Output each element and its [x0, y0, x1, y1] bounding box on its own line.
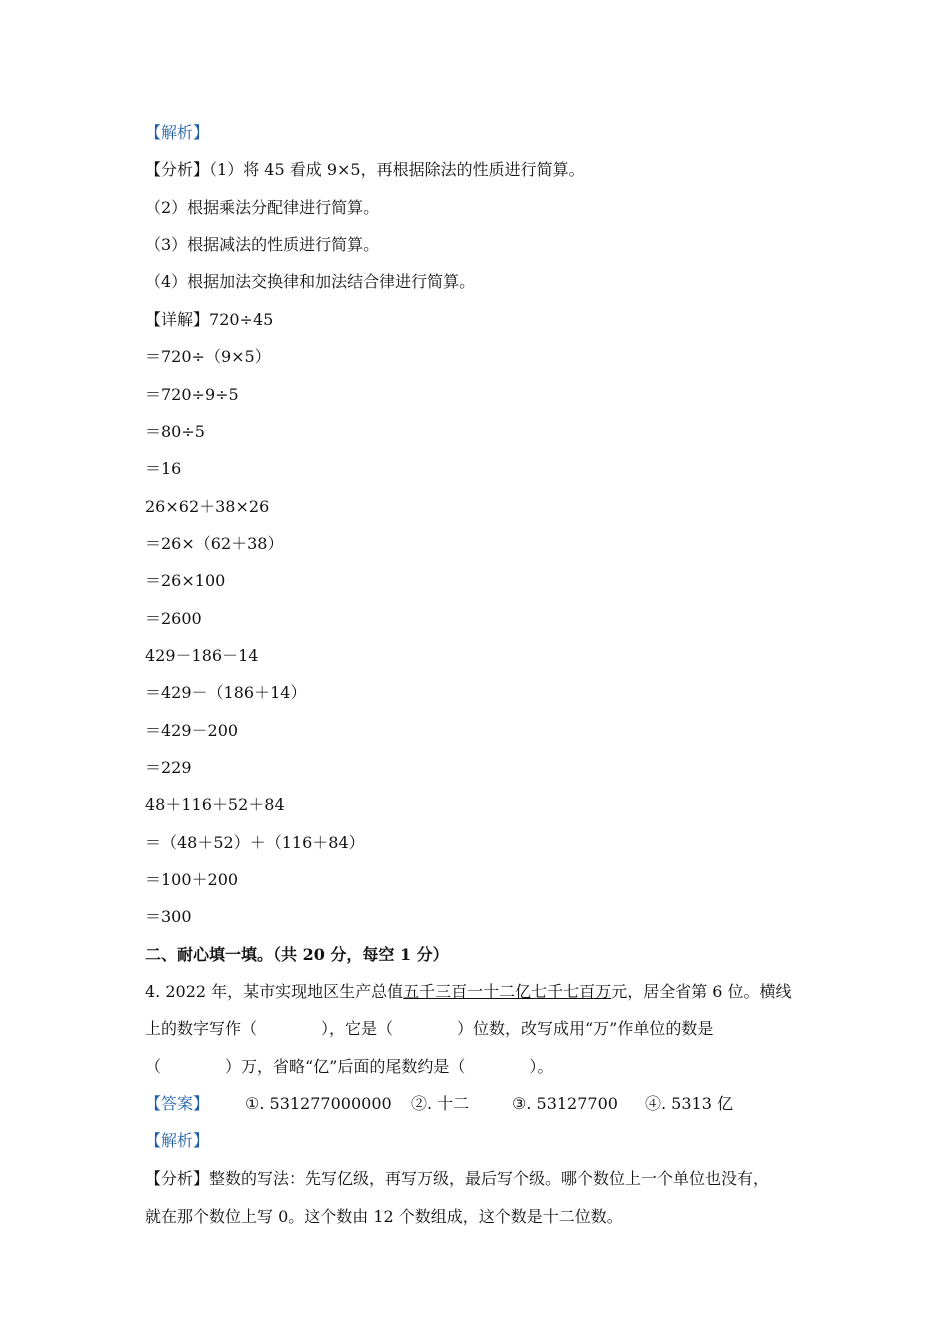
answer-item: ④. 5313 亿 [645, 1094, 733, 1113]
analysis-line [145, 1168, 769, 1190]
analysis-line-4: （4）根据加法交换律和加法结合律进行简算。 [145, 272, 476, 291]
fenxi-text: 整数的写法：先写亿级，再写万级，最后写个级。哪个数位上一个单位也没有， [209, 1169, 770, 1188]
jiexi-label: 【解析】 [145, 123, 210, 142]
analysis-line-2: （2）根据乘法分配律进行简算。 [145, 198, 380, 217]
calc-step: ＝100＋200 [145, 870, 239, 889]
analysis-line: 就在那个数位上写 0。这个数由 12 个数组成，这个数是十二位数。 [145, 1207, 623, 1226]
analysis-line-3: （3）根据减法的性质进行简算。 [145, 235, 380, 254]
calc-step: ＝300 [145, 907, 192, 926]
underlined-number-words: 五千三百一十二亿七千七百万 [403, 982, 612, 1001]
calc-step: ＝229 [145, 758, 192, 777]
calc-step: ＝80÷5 [145, 422, 205, 441]
jiexi-label: 【解析】 [145, 1131, 210, 1150]
calc-step: ＝720÷（9×5） [145, 347, 271, 366]
fenxi-label: 【分析】 [145, 160, 210, 179]
question-4-line-2: 上的数字写作（ ），它是（ ）位数，改写成用“万”作单位的数是 [145, 1019, 714, 1038]
calc-step: 26×62＋38×26 [145, 497, 270, 516]
calc-step: ＝429－200 [145, 721, 239, 740]
calc-step: ＝16 [145, 459, 182, 478]
question-4-line-3: （ ）万，省略“亿”后面的尾数约是（ ）。 [145, 1057, 554, 1076]
answer-item: ①. 531277000000 [245, 1094, 392, 1113]
calc-step: ＝26×（62＋38） [145, 534, 284, 553]
calc-step: 429－186－14 [145, 646, 259, 665]
question-4-line-1 [145, 981, 792, 1003]
answer-item: ②. 十二 [411, 1094, 470, 1113]
calc-step: 720÷45 [209, 310, 274, 329]
answer-line [145, 1093, 733, 1115]
calc-step: 48＋116＋52＋84 [145, 795, 285, 814]
answer-item: ③. 53127700 [512, 1094, 618, 1113]
answer-label: 【答案】 [145, 1094, 210, 1113]
question-text: 4. 2022 年，某市实现地区生产总值 [145, 982, 404, 1001]
section-heading: 二、耐心填一填。（共 20 分，每空 1 分） [145, 945, 449, 964]
xiangjie-label: 【详解】 [145, 310, 210, 329]
calc-step: ＝2600 [145, 609, 202, 628]
detail-line-1 [145, 309, 273, 331]
calc-step: ＝720÷9÷5 [145, 385, 239, 404]
calc-step: ＝26×100 [145, 571, 226, 590]
analysis-line-1 [145, 159, 585, 181]
fenxi-label: 【分析】 [145, 1169, 210, 1188]
fenxi-text-1: （1）将 45 看成 9×5，再根据除法的性质进行简算。 [209, 160, 585, 179]
calc-step: ＝（48＋52）＋（116＋84） [145, 833, 365, 852]
question-text: 元，居全省第 6 位。横线 [611, 982, 792, 1001]
calc-step: ＝429－（186＋14） [145, 683, 307, 702]
